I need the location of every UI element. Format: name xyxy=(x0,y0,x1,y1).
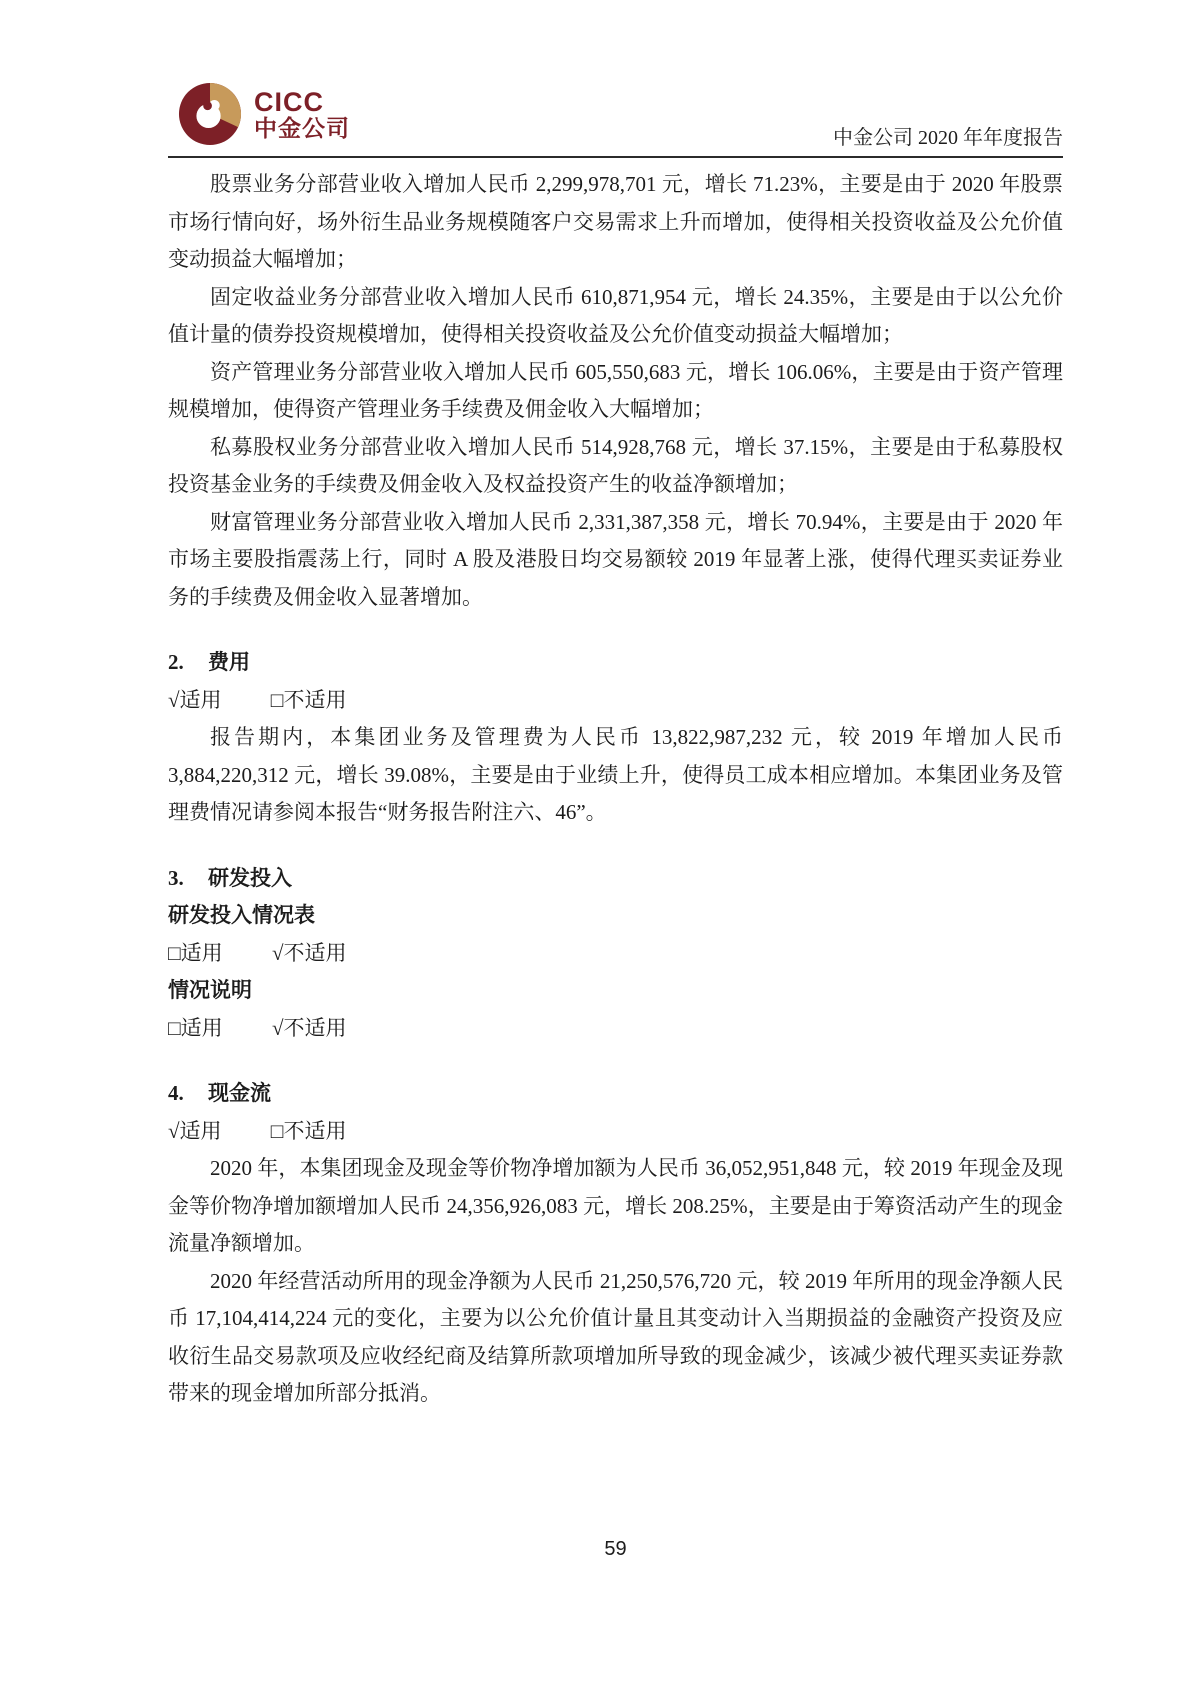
intro-paragraph-fixed-income: 固定收益业务分部营业收入增加人民币 610,871,954 元，增长 24.35%，主要是由于以公允价值计量的债券投资规模增加，使得相关投资收益及公允价值变动损益大幅增加； xyxy=(168,284,1063,346)
not-applicable-option-checked: √不适用 xyxy=(271,940,347,965)
applicable-option-unchecked: □适用 xyxy=(168,1015,223,1040)
not-applicable-option-unchecked: □不适用 xyxy=(270,687,347,712)
applicability-line-rnd-note xyxy=(168,1010,1063,1048)
applicable-option-checked: √适用 xyxy=(168,687,222,712)
not-applicable-option-unchecked: □不适用 xyxy=(270,1118,347,1143)
applicability-line-cashflow xyxy=(168,1113,1063,1151)
applicable-option-unchecked: □适用 xyxy=(168,940,223,965)
section-title: 费用 xyxy=(208,650,250,674)
applicability-line-fees xyxy=(168,682,1063,720)
section-heading-fees xyxy=(168,644,1063,682)
section-number: 3. xyxy=(168,865,184,890)
report-title: 中金公司 2020 年年度报告 xyxy=(833,127,1063,149)
section-title: 研发投入 xyxy=(208,865,292,890)
rnd-table-label: 研发投入情况表 xyxy=(168,903,315,927)
section-heading-cashflow xyxy=(168,1075,1063,1113)
intro-paragraph-equities: 股票业务分部营业收入增加人民币 2,299,978,701 元，增长 71.23%，主要是由于 2020 年股票市场行情向好，场外衍生品业务规模随客户交易需求上升而增加，使得相关投资收益及公允价值变动损益大幅增加； xyxy=(168,172,1063,271)
document-body xyxy=(168,166,1063,1413)
applicable-option-checked: √适用 xyxy=(168,1118,222,1143)
cashflow-paragraph-net-increase: 2020 年，本集团现金及现金等价物净增加额为人民币 36,052,951,848 元，较 2019 年现金及现金等价物净增加额增加人民币 24,356,926,083 元，增长 208.25%，主要是由于筹资活动产生的现金流量净额增加。 xyxy=(168,1156,1063,1255)
cicc-logo xyxy=(178,82,350,146)
rnd-note-label: 情况说明 xyxy=(168,978,252,1002)
not-applicable-option-checked: √不适用 xyxy=(271,1015,347,1040)
cicc-logo-icon xyxy=(178,82,242,146)
cicc-logo-text xyxy=(254,88,350,140)
fees-paragraph: 报告期内，本集团业务及管理费为人民币 13,822,987,232 元，较 2019 年增加人民币 3,884,220,312 元，增长 39.08%，主要是由于业绩上升，使得员工成本相应增加。本集团业务及管理费情况请参阅本报告“财务报告附注六、46”。 xyxy=(168,725,1063,824)
section-title: 现金流 xyxy=(208,1081,271,1105)
page-number: 59 xyxy=(604,1538,627,1560)
section-number: 4. xyxy=(168,1081,184,1105)
intro-paragraph-wealth-management: 财富管理业务分部营业收入增加人民币 2,331,387,358 元，增长 70.94%，主要是由于 2020 年市场主要股指震荡上行，同时 A 股及港股日均交易额较 2019 年显著上涨，使得代理买卖证券业务的手续费及佣金收入显著增加。 xyxy=(168,509,1063,609)
cashflow-paragraph-operating: 2020 年经营活动所用的现金净额为人民币 21,250,576,720 元，较 2019 年所用的现金净额人民币 17,104,414,224 元的变化，主要为以公允价值计量且其变动计入当期损益的金融资产投资及应收衍生品交易款项及应收经纪商及结算所款项增加所导致的现金减少，该减少被代理买卖证券款带来的现金增加所部分抵消。 xyxy=(168,1268,1063,1405)
intro-paragraph-asset-management: 资产管理业务分部营业收入增加人民币 605,550,683 元，增长 106.06%，主要是由于资产管理规模增加，使得资产管理业务手续费及佣金收入大幅增加； xyxy=(168,359,1063,421)
logo-text-zh: 中金公司 xyxy=(254,115,350,142)
page-footer xyxy=(168,1538,1063,1561)
section-heading-rnd xyxy=(168,860,1063,898)
section-number: 2. xyxy=(168,650,184,674)
logo-text-en: CICC xyxy=(254,86,324,117)
intro-paragraph-private-equity: 私募股权业务分部营业收入增加人民币 514,928,768 元，增长 37.15%，主要是由于私募股权投资基金业务的手续费及佣金收入及权益投资产生的收益净额增加； xyxy=(168,434,1063,496)
applicability-line-rnd-table xyxy=(168,935,1063,973)
page-header xyxy=(168,78,1063,158)
